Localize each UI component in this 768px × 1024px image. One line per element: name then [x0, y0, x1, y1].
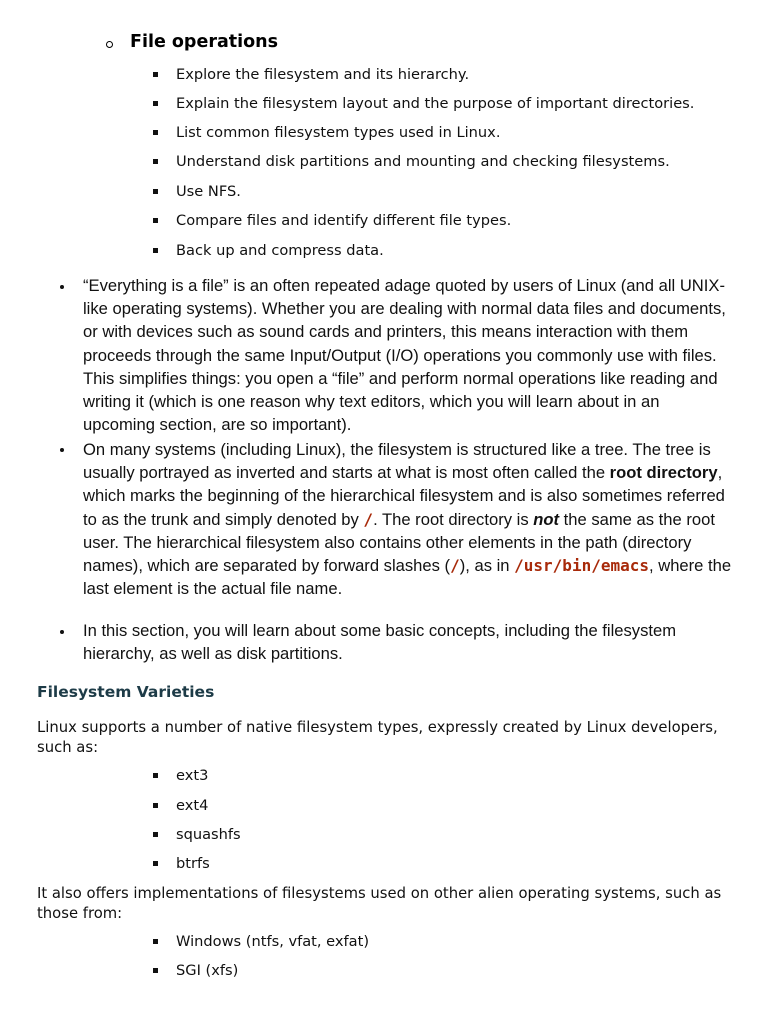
native-types-intro: Linux supports a number of native filesystem types, expressly created by Linux developers, such as: [37, 719, 718, 756]
list-item: Windows (ntfs, vfat, exfat) [176, 933, 370, 950]
slash-code: / [450, 556, 460, 576]
list-item: ext3 [176, 767, 209, 784]
square-bullet-icon [153, 248, 158, 253]
square-bullet-icon [153, 72, 158, 77]
bullet-dot-icon [60, 285, 64, 289]
list-item: List common filesystem types used in Linux. [176, 124, 501, 141]
path-code: /usr/bin/emacs [514, 556, 649, 576]
list-item: SGI (xfs) [176, 962, 239, 979]
emphasis-not: not [533, 509, 560, 529]
list-item: squashfs [176, 826, 241, 843]
square-bullet-icon [153, 218, 158, 223]
list-item: btrfs [176, 855, 210, 872]
hollow-bullet-icon [106, 41, 113, 48]
list-item: Explain the filesystem layout and the purpose of important directories. [176, 95, 695, 112]
square-bullet-icon [153, 939, 158, 944]
paragraph-this-section: In this section, you will learn about some basic concepts, including the filesystem hierarchy, as well as disk partitions. [83, 621, 677, 664]
root-directory-term: root directory [609, 463, 718, 483]
square-bullet-icon [153, 832, 158, 837]
list-item: Use NFS. [176, 183, 241, 200]
square-bullet-icon [153, 159, 158, 164]
alien-types-intro: It also offers implementations of filesystems used on other alien operating systems, such as those from: [37, 885, 722, 922]
section-heading-filesystem-varieties: Filesystem Varieties [37, 683, 215, 701]
bullet-dot-icon [60, 630, 64, 634]
square-bullet-icon [153, 130, 158, 135]
list-item: Explore the filesystem and its hierarchy. [176, 66, 470, 83]
list-item: ext4 [176, 797, 209, 814]
list-item: Understand disk partitions and mounting and checking filesystems. [176, 153, 670, 170]
square-bullet-icon [153, 773, 158, 778]
paragraph-everything-is-a-file: “Everything is a file” is an often repeated adage quoted by users of Linux (and all UNIX-like operating systems). Whether you are dealing with normal data files and documents, or with devices such as sound cards and printers, this means interaction with them proceeds through the same Input/Output (I/O) operations you commonly use with files. This simplifies things: you open a “file” and perform normal operations like reading and writing it (which is one reason why text editors, which you will learn about in an upcoming section, are so important). [83, 276, 726, 435]
square-bullet-icon [153, 101, 158, 106]
paragraph-filesystem-tree: On many systems (including Linux), the filesystem is structured like a tree. The tree is usually portrayed as inverted and starts at what is most often called the root directory, which marks the beginning of the hierarchical filesystem and is also sometimes referred to as the trunk and simply denoted by /. The root directory is not the same as the root user. The hierarchical filesystem also contains other elements in the path (directory names), which are separated by forward slashes (/), as in /usr/bin/emacs, where the last element is the actual file name. [83, 440, 732, 599]
list-item: Compare files and identify different file types. [176, 212, 512, 229]
section-subtitle: File operations [130, 32, 279, 52]
square-bullet-icon [153, 861, 158, 866]
square-bullet-icon [153, 968, 158, 973]
bullet-dot-icon [60, 448, 64, 452]
root-slash-code: / [363, 509, 374, 529]
list-item: Back up and compress data. [176, 242, 384, 259]
square-bullet-icon [153, 803, 158, 808]
square-bullet-icon [153, 189, 158, 194]
